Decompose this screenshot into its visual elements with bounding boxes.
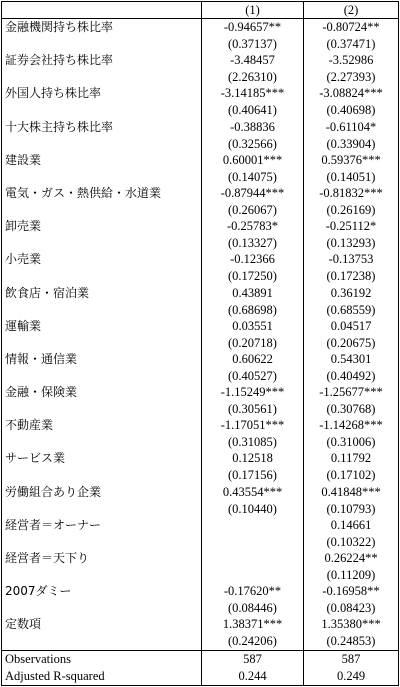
coef-col-1: -1.17051*** [202, 417, 304, 434]
se-col-2: (2.27393) [326, 70, 376, 85]
se-col-2: (0.37471) [326, 37, 376, 51]
stat-col-1: 0.244 [202, 668, 304, 685]
coef-col-2: -3.52986 [328, 53, 374, 68]
se-row [2, 368, 398, 384]
variable-label: 飲食店・宿泊業 [2, 285, 202, 302]
se-row [2, 235, 398, 251]
se-label-blank [2, 202, 202, 218]
coef-col-1: -3.14185*** [202, 85, 304, 102]
se-col-1: (0.68698) [202, 302, 304, 318]
coef-row [2, 550, 398, 567]
variable-label: 建設業 [2, 152, 202, 169]
coef-col-1 [202, 517, 304, 534]
se-col-1: (0.20718) [202, 335, 304, 351]
coef-col-1: 1.38371*** [202, 616, 304, 633]
coef-col-1: -3.48457 [202, 52, 304, 69]
coef-row [2, 185, 398, 202]
coef-col-2: 0.41848*** [321, 484, 381, 499]
coef-col-2: 1.35380*** [321, 617, 381, 632]
se-col-1: (0.14075) [202, 169, 304, 185]
coef-col-1 [202, 550, 304, 567]
coef-col-1: 0.03551 [202, 318, 304, 335]
coef-row [2, 318, 398, 335]
se-col-1: (0.26067) [202, 202, 304, 218]
coef-col-2: 0.26224** [324, 551, 378, 565]
se-label-blank [2, 434, 202, 450]
coef-row [2, 484, 398, 501]
coef-col-2: -1.25677*** [319, 385, 383, 400]
se-label-blank [2, 600, 202, 616]
regression-table [1, 1, 399, 686]
stat-col-2: 587 [341, 651, 361, 666]
coef-col-2: 0.59376*** [321, 152, 381, 167]
coef-row [2, 85, 398, 102]
se-col-1: (0.40527) [202, 368, 304, 384]
se-col-2: (0.31006) [326, 435, 376, 450]
coef-col-1: 0.12518 [202, 450, 304, 467]
se-label-blank [2, 235, 202, 251]
se-col-1: (0.17250) [202, 268, 304, 284]
coef-col-2: 0.54301 [330, 351, 372, 366]
se-row [2, 467, 398, 483]
se-col-2: (0.20675) [326, 335, 376, 350]
se-col-2: (0.10793) [326, 501, 376, 516]
se-row [2, 501, 398, 517]
stat-label: Observations [2, 651, 202, 668]
coef-col-1: -0.38836 [202, 119, 304, 136]
se-label-blank [2, 69, 202, 85]
se-col-2: (0.26169) [326, 202, 376, 217]
stat-col-2: 0.249 [336, 668, 366, 683]
se-row [2, 302, 398, 318]
se-row [2, 69, 398, 85]
se-label-blank [2, 36, 202, 52]
table-stats [2, 650, 398, 685]
variable-label: 十大株主持ち株比率 [2, 119, 202, 136]
se-col-2: (0.24853) [326, 634, 376, 649]
coef-row [2, 19, 398, 36]
se-row [2, 268, 398, 284]
se-row [2, 136, 398, 152]
coef-col-1: -0.12366 [202, 251, 304, 268]
se-col-2: (0.14051) [326, 169, 376, 184]
coef-col-2: 0.04517 [330, 318, 372, 333]
se-col-1: (2.26310) [202, 69, 304, 85]
coef-col-1: -0.25783* [202, 218, 304, 235]
se-col-1: (0.08446) [202, 600, 304, 616]
se-col-2: (0.68559) [326, 302, 376, 317]
header-col-2: (2) [343, 3, 359, 17]
se-col-2: (0.40698) [326, 103, 376, 118]
se-label-blank [2, 102, 202, 118]
coef-col-2: -0.81832*** [319, 185, 383, 200]
coef-row [2, 152, 398, 169]
coef-col-2: 0.11792 [330, 451, 372, 466]
se-col-1: (0.31085) [202, 434, 304, 450]
coef-col-1: -1.15249*** [202, 384, 304, 401]
coef-col-2: -0.25112* [325, 219, 377, 234]
coef-col-1: 0.60622 [202, 351, 304, 368]
variable-label: 労働組合あり企業 [2, 484, 202, 501]
stat-label: Adjusted R-squared [2, 668, 202, 685]
se-label-blank [2, 368, 202, 384]
se-label-blank [2, 534, 202, 550]
se-row [2, 633, 398, 649]
se-row [2, 567, 398, 583]
coef-col-2: 0.36192 [330, 285, 372, 300]
coef-col-1: 0.43891 [202, 285, 304, 302]
se-row [2, 169, 398, 185]
variable-label: 情報・通信業 [2, 351, 202, 368]
coef-col-2: 0.14661 [330, 517, 372, 532]
se-row [2, 600, 398, 616]
variable-label: サービス業 [2, 450, 202, 467]
variable-label: 運輸業 [2, 318, 202, 335]
coef-row [2, 583, 398, 600]
table-header-row [2, 2, 398, 19]
coef-col-2: -0.61104* [325, 119, 377, 134]
se-label-blank [2, 467, 202, 483]
coef-row [2, 450, 398, 467]
variable-label: 不動産業 [2, 417, 202, 434]
se-row [2, 36, 398, 52]
variable-label: 電気・ガス・熱供給・水道業 [2, 185, 202, 202]
coef-row [2, 285, 398, 302]
stat-col-1: 587 [202, 651, 304, 668]
se-col-1: (0.37137) [202, 36, 304, 52]
coef-col-2: -0.16958** [322, 584, 380, 599]
se-col-2: (0.13293) [326, 236, 376, 251]
se-label-blank [2, 501, 202, 517]
stat-row [2, 651, 398, 668]
variable-label: 小売業 [2, 251, 202, 268]
se-label-blank [2, 268, 202, 284]
coef-col-2: -0.80724** [322, 20, 380, 34]
se-col-2: (0.11209) [326, 568, 376, 582]
se-row [2, 102, 398, 118]
coef-row [2, 119, 398, 136]
coef-row [2, 52, 398, 69]
coef-col-1: -0.94657** [202, 19, 304, 36]
coef-col-2: -1.14268*** [319, 418, 383, 433]
se-row [2, 534, 398, 550]
table-body [2, 19, 398, 650]
se-label-blank [2, 335, 202, 351]
coef-row [2, 218, 398, 235]
se-label-blank [2, 633, 202, 649]
se-col-1: (0.32566) [202, 136, 304, 152]
se-col-2: (0.17238) [326, 269, 376, 284]
se-label-blank [2, 302, 202, 318]
coef-col-2: -0.13753 [328, 252, 374, 267]
se-col-1: (0.30561) [202, 401, 304, 417]
coef-row [2, 351, 398, 368]
coef-col-1: 0.60001*** [202, 152, 304, 169]
variable-label: 経営者＝天下り [2, 550, 202, 567]
se-label-blank [2, 401, 202, 417]
se-col-2: (0.40492) [326, 368, 376, 383]
se-col-2: (0.08423) [326, 601, 376, 616]
variable-label: 定数項 [2, 616, 202, 633]
coef-col-1: 0.43554*** [202, 484, 304, 501]
se-row [2, 434, 398, 450]
stat-row [2, 668, 398, 685]
variable-label: 卸売業 [2, 218, 202, 235]
se-col-1 [202, 534, 304, 550]
variable-label: 証券会社持ち株比率 [2, 52, 202, 69]
se-col-2: (0.10322) [326, 534, 376, 549]
coef-row [2, 616, 398, 633]
variable-label: 金融機関持ち株比率 [2, 19, 202, 36]
se-row [2, 401, 398, 417]
coef-col-1: -0.87944*** [202, 185, 304, 202]
se-row [2, 335, 398, 351]
se-label-blank [2, 169, 202, 185]
header-blank-cell [2, 2, 202, 18]
variable-label: 経営者＝オーナー [2, 517, 202, 534]
se-col-1 [202, 567, 304, 583]
coef-col-2: -3.08824*** [319, 86, 383, 101]
variable-label: 外国人持ち株比率 [2, 85, 202, 102]
variable-label: 金融・保険業 [2, 384, 202, 401]
variable-label: 2007ダミー [2, 583, 202, 600]
se-col-1: (0.24206) [202, 633, 304, 649]
se-col-1: (0.17156) [202, 467, 304, 483]
se-col-2: (0.33904) [326, 136, 376, 151]
se-col-2: (0.17102) [326, 468, 376, 483]
se-col-2: (0.30768) [326, 402, 376, 417]
coef-col-1: -0.17620** [202, 583, 304, 600]
se-col-1: (0.10440) [202, 501, 304, 517]
header-col-1: (1) [202, 2, 304, 18]
se-col-1: (0.40641) [202, 102, 304, 118]
coef-row [2, 417, 398, 434]
se-col-1: (0.13327) [202, 235, 304, 251]
coef-row [2, 517, 398, 534]
coef-row [2, 251, 398, 268]
se-row [2, 202, 398, 218]
se-label-blank [2, 136, 202, 152]
se-label-blank [2, 567, 202, 583]
coef-row [2, 384, 398, 401]
